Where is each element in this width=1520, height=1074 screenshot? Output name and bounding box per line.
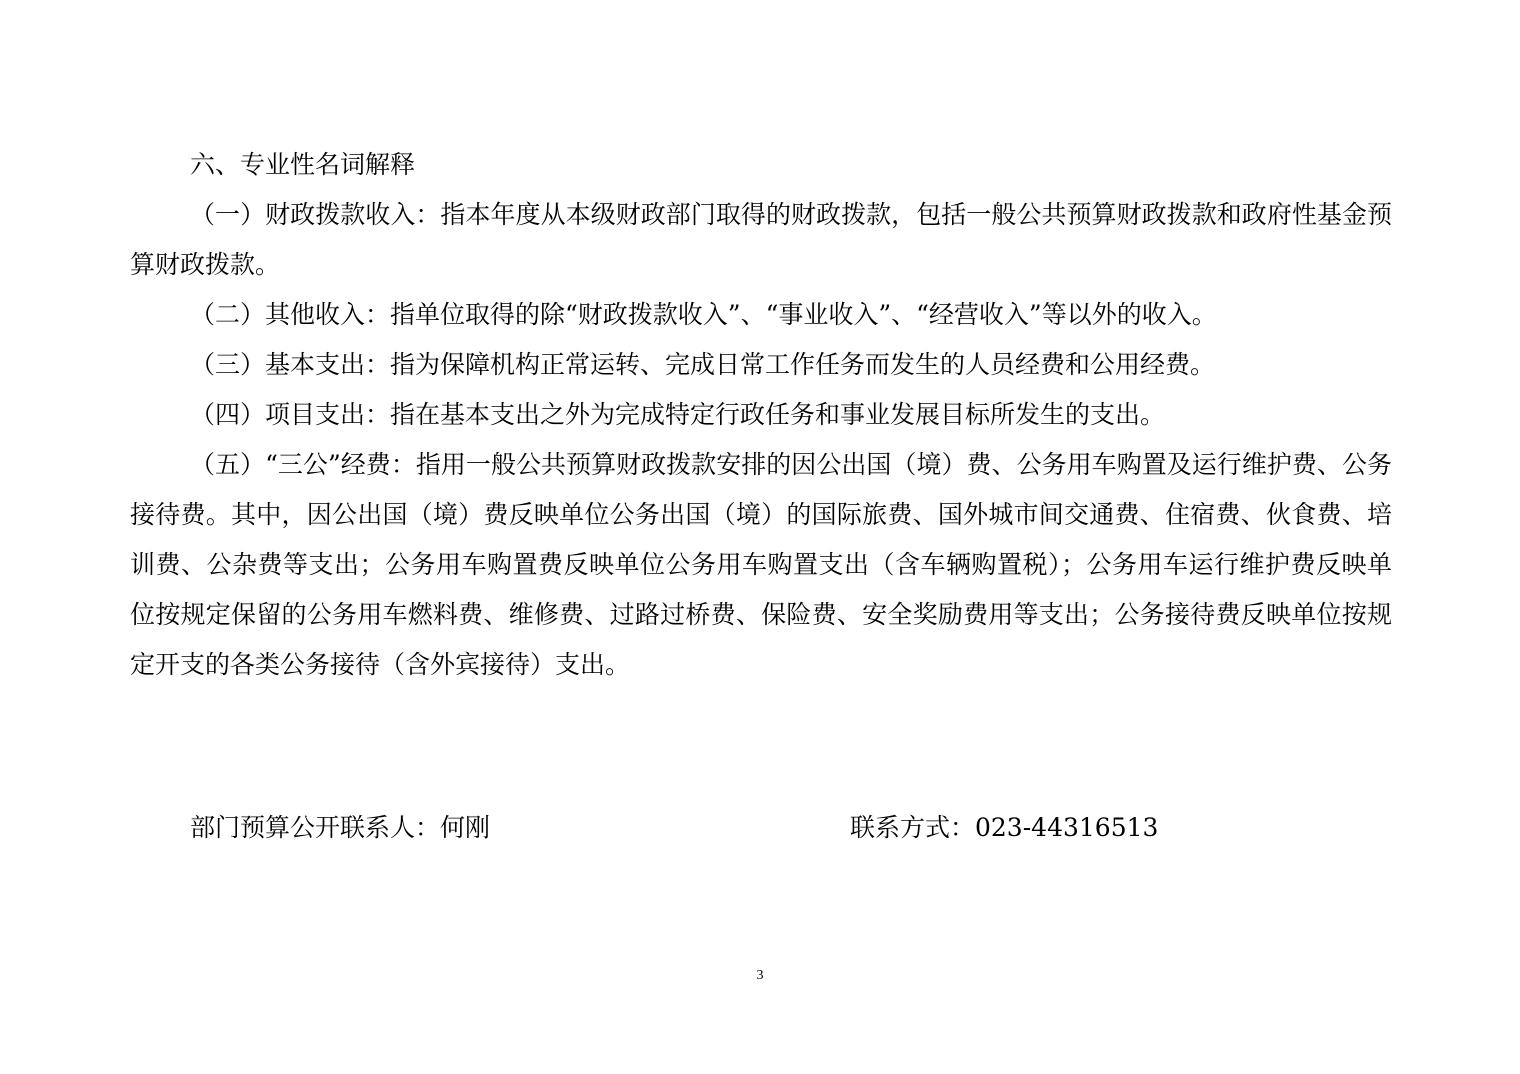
definition-three-public-expenses: （五）“三公”经费：指用一般公共预算财政拨款安排的因公出国（境）费、公务用车购置及运行维护费、公务接待费。其中，因公出国（境）费反映单位公务出国（境）的国际旅费、国外城市间交通费、住宿费、伙食费、培训费、公杂费等支出；公务用车购置费反映单位公务用车购置支出（含车辆购置税）；公务用车运行维护费反映单位按规定保留的公务用车燃料费、维修费、过路过桥费、保险费、安全奖励费用等支出；公务接待费反映单位按规定开支的各类公务接待（含外宾接待）支出。 <box>130 450 1392 679</box>
contact-phone: 联系方式：023-44316513 <box>850 813 1159 842</box>
document-body <box>130 140 1392 690</box>
contact-person: 部门预算公开联系人：何刚 <box>190 813 491 842</box>
definition-fiscal-appropriation-income: （一）财政拨款收入：指本年度从本级财政部门取得的财政拨款，包括一般公共预算财政拨款和政府性基金预算财政拨款。 <box>130 200 1392 279</box>
definition-basic-expenditure: （三）基本支出：指为保障机构正常运转、完成日常工作任务而发生的人员经费和公用经费。 <box>190 350 1216 379</box>
definition-other-income: （二）其他收入：指单位取得的除“财政拨款收入”、“事业收入”、“经营收入”等以外的收入。 <box>190 300 1217 329</box>
definition-project-expenditure: （四）项目支出：指在基本支出之外为完成特定行政任务和事业发展目标所发生的支出。 <box>190 400 1166 429</box>
section-heading: 六、专业性名词解释 <box>190 150 416 179</box>
page-number: 3 <box>756 968 764 983</box>
